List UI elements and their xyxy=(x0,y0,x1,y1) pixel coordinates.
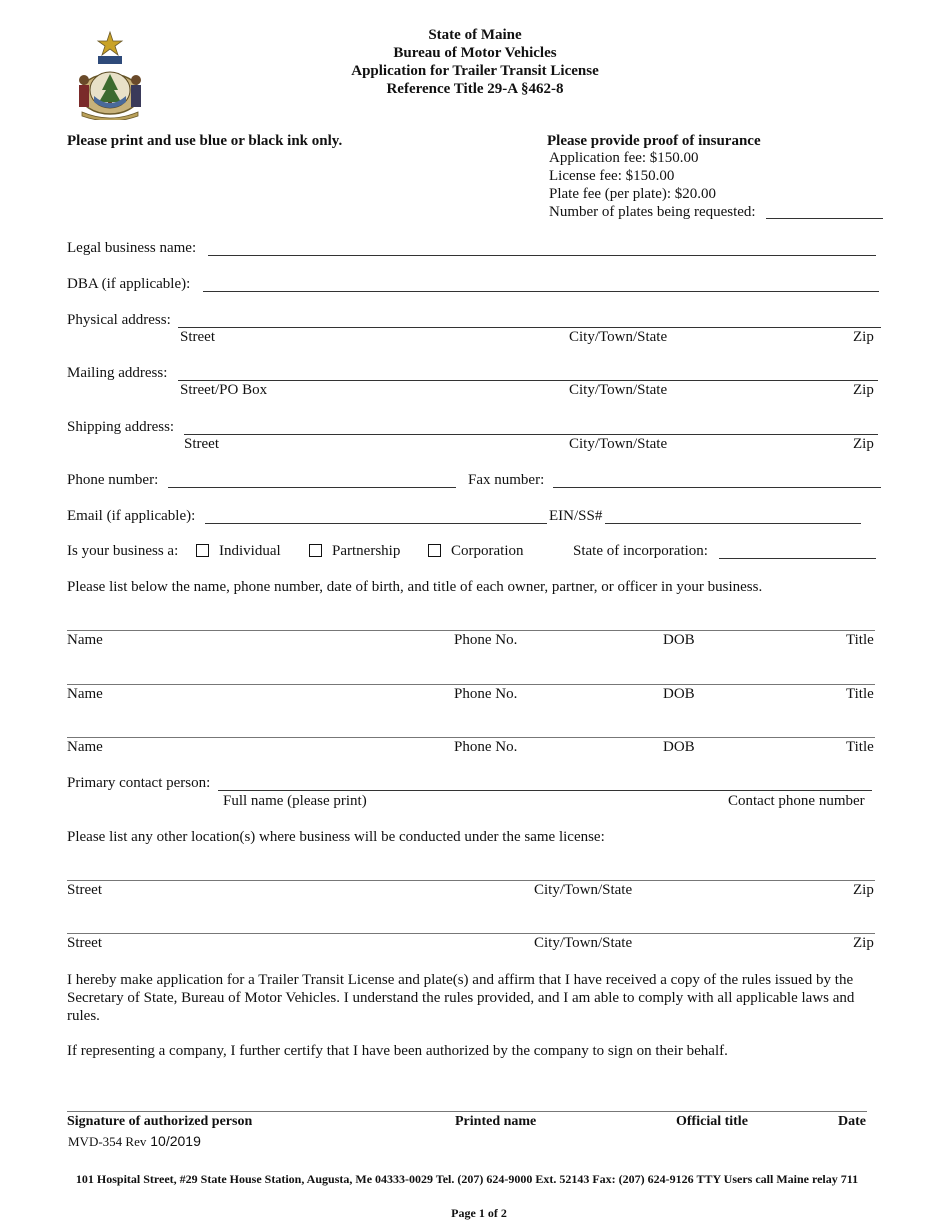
owner-1-field[interactable] xyxy=(67,630,875,631)
header-reference: Reference Title 29-A §462-8 xyxy=(386,81,564,97)
corporation-label: Corporation xyxy=(451,543,524,559)
location-1-zip-caption: Zip xyxy=(853,882,874,898)
insurance-notice: Please provide proof of insurance xyxy=(547,133,761,149)
contact-full-name-caption: Full name (please print) xyxy=(223,793,367,809)
physical-address-label: Physical address: xyxy=(67,312,171,328)
location-1-city-caption: City/Town/State xyxy=(534,882,633,898)
owner-2-phone-caption: Phone No. xyxy=(454,686,518,702)
authorization-paragraph: If representing a company, I further certify that I have been authorized by the company to sign on their behalf. xyxy=(67,1043,728,1059)
legal-name-field[interactable] xyxy=(208,255,876,256)
form-id xyxy=(68,1133,201,1150)
corporation-checkbox[interactable] xyxy=(428,544,441,557)
contact-phone-caption: Contact phone number xyxy=(728,793,865,809)
location-2-city-caption: City/Town/State xyxy=(534,935,633,951)
mailing-address-label: Mailing address: xyxy=(67,365,168,381)
signature-caption: Signature of authorized person xyxy=(67,1114,253,1129)
owner-3-dob-caption: DOB xyxy=(663,739,695,755)
page-number: Page 1 of 2 xyxy=(451,1206,507,1220)
plates-requested-label: Number of plates being requested: xyxy=(549,204,756,220)
shipping-zip-caption: Zip xyxy=(853,436,874,452)
mailing-address-field[interactable] xyxy=(178,380,878,381)
phone-label: Phone number: xyxy=(67,472,159,488)
ein-field[interactable] xyxy=(605,523,861,524)
shipping-city-caption: City/Town/State xyxy=(569,436,668,452)
locations-intro: Please list any other location(s) where business will be conducted under the same license: xyxy=(67,829,605,845)
form-revision-date: 10/2019 xyxy=(150,1133,201,1149)
individual-label: Individual xyxy=(219,543,281,559)
location-2-street-caption: Street xyxy=(67,935,102,951)
email-label: Email (if applicable): xyxy=(67,508,196,524)
official-title-caption: Official title xyxy=(676,1114,748,1129)
owner-2-title-caption: Title xyxy=(846,686,874,702)
mailing-street-caption: Street/PO Box xyxy=(180,382,268,398)
header-form-title: Application for Trailer Transit License xyxy=(351,63,599,79)
shipping-street-caption: Street xyxy=(184,436,219,452)
mailing-city-caption: City/Town/State xyxy=(569,382,668,398)
application-fee: Application fee: $150.00 xyxy=(549,150,699,166)
maine-state-seal xyxy=(68,28,152,120)
dba-label: DBA (if applicable): xyxy=(67,276,191,292)
owner-2-dob-caption: DOB xyxy=(663,686,695,702)
ink-instructions: Please print and use blue or black ink only. xyxy=(67,133,343,149)
location-2-field[interactable] xyxy=(67,933,875,934)
license-fee: License fee: $150.00 xyxy=(549,168,675,184)
mailing-zip-caption: Zip xyxy=(853,382,874,398)
printed-name-caption: Printed name xyxy=(455,1114,537,1129)
physical-street-caption: Street xyxy=(180,329,215,345)
owner-1-name-caption: Name xyxy=(67,632,103,648)
owner-1-dob-caption: DOB xyxy=(663,632,695,648)
phone-field[interactable] xyxy=(168,487,456,488)
form-number: MVD-354 Rev xyxy=(68,1134,147,1149)
state-incorporation-field[interactable] xyxy=(719,558,876,559)
shipping-address-label: Shipping address: xyxy=(67,419,175,435)
primary-contact-field[interactable] xyxy=(218,790,872,791)
fax-label: Fax number: xyxy=(468,472,545,488)
physical-city-caption: City/Town/State xyxy=(569,329,668,345)
footer-address: 101 Hospital Street, #29 State House Station, Augusta, Me 04333-0029 Tel. (207) 624-9000 Ext. 52143 Fax: (207) 624-9126 TTY Users call Maine relay 711 xyxy=(75,1172,859,1186)
dba-field[interactable] xyxy=(203,291,879,292)
plates-requested-field[interactable] xyxy=(766,218,883,219)
partnership-label: Partnership xyxy=(332,543,401,559)
physical-address-field[interactable] xyxy=(178,327,881,328)
shipping-address-field[interactable] xyxy=(184,434,878,435)
header-state: State of Maine xyxy=(428,27,522,43)
owners-intro: Please list below the name, phone number, date of birth, and title of each owner, partner, or officer in your business. xyxy=(67,579,763,595)
signature-field[interactable] xyxy=(67,1111,867,1112)
header-bureau: Bureau of Motor Vehicles xyxy=(393,45,557,61)
state-incorporation-label: State of incorporation: xyxy=(573,543,708,559)
owner-3-phone-caption: Phone No. xyxy=(454,739,518,755)
owner-3-field[interactable] xyxy=(67,737,875,738)
partnership-checkbox[interactable] xyxy=(309,544,322,557)
plate-fee: Plate fee (per plate): $20.00 xyxy=(549,186,717,202)
location-1-field[interactable] xyxy=(67,880,875,881)
owner-3-title-caption: Title xyxy=(846,739,874,755)
owner-1-title-caption: Title xyxy=(846,632,874,648)
owner-2-name-caption: Name xyxy=(67,686,103,702)
fax-field[interactable] xyxy=(553,487,881,488)
primary-contact-label: Primary contact person: xyxy=(67,775,211,791)
email-field[interactable] xyxy=(205,523,547,524)
owner-2-field[interactable] xyxy=(67,684,875,685)
ein-label: EIN/SS# xyxy=(549,508,603,524)
location-2-zip-caption: Zip xyxy=(853,935,874,951)
legal-name-label: Legal business name: xyxy=(67,240,197,256)
location-1-street-caption: Street xyxy=(67,882,102,898)
date-caption: Date xyxy=(838,1114,866,1129)
individual-checkbox[interactable] xyxy=(196,544,209,557)
affirmation-paragraph: I hereby make application for a Trailer Transit License and plate(s) and affirm that I have received a copy of the rules issued by the Secretary of State, Bureau of Motor Vehicles. I understand the rules provided, and I am able to comply with all applicable laws and rules. xyxy=(67,972,855,1024)
physical-zip-caption: Zip xyxy=(853,329,874,345)
owner-1-phone-caption: Phone No. xyxy=(454,632,518,648)
business-type-label: Is your business a: xyxy=(67,543,179,559)
owner-3-name-caption: Name xyxy=(67,739,103,755)
